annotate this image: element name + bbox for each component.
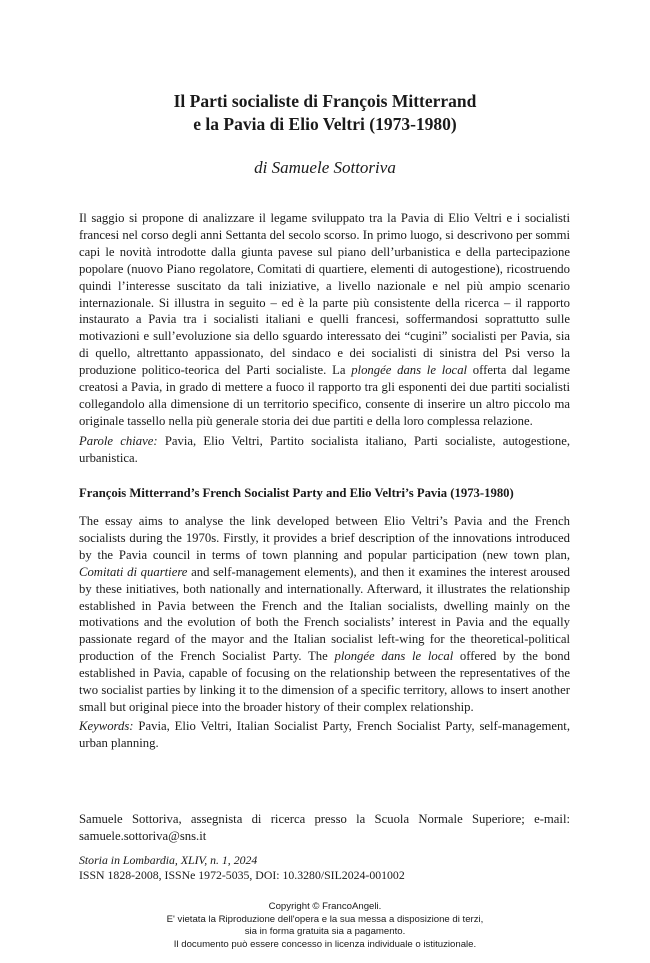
abstract-italian: [79, 210, 570, 430]
keywords-en-label: Keywords:: [79, 719, 134, 733]
journal-issn: ISSN 1828-2008, ISSNe 1972-5035, DOI: 10.3280/SIL2024-001002: [79, 868, 405, 882]
copyright-notice: [100, 901, 550, 951]
abstract-it-text-1: Il saggio si propone di analizzare il legame sviluppato tra la Pavia di Elio Veltri e i socialisti francesi nel corso degli anni Settanta del secolo scorso. In primo luogo, si descrivono per sommi capi le novità introdotte dalla giunta pavese sul piano dell’urbanistica e della partecipazione popolare (nuovo Piano regolatore, Comitati di quartiere, elementi di autogestione), ricostruendo quindi l’interesse suscitato da tali iniziative, a livello nazionale e nel più ampio scenario internazionale. Si illustra in seguito – ed è la parte più consistente della ricerca – il rapporto instaurato a Pavia tra i socialisti italiani e quelli francesi, soffermandosi soprattutto sulle motivazioni e sull’evoluzione sia dello sguardo interessato dei “cugini” socialisti per Pavia, sia di quello, altrettanto appassionato, del sindaco e dei socialisti di sinistra del Psi verso la produzione politico-teorica del Parti socialiste. La: [79, 211, 570, 378]
paper-title: [60, 90, 590, 136]
abstract-en-text-1: The essay aims to analyse the link developed between Elio Veltri’s Pavia and the French socialists during the 1970s. Firstly, it provides a brief description of the innovations introduced by the Pavia council in terms of town planning and popular participation (new town plan,: [79, 514, 570, 562]
keywords-english: [79, 718, 570, 752]
keywords-italian: [79, 433, 570, 467]
keywords-it-text: Pavia, Elio Veltri, Partito socialista italiano, Parti socialiste, autogestione, urbanistica.: [79, 434, 570, 465]
copyright-line-1: Copyright © FrancoAngeli.: [268, 901, 382, 912]
abstract-en-text-3: offered by the bond established in Pavia, capable of focusing on the relationship between the representatives of the two socialist parties by linking it to the dimension of a specific territory, allows to insert another small but original piece into the broader history of their complex relationship.: [79, 649, 570, 714]
english-title: François Mitterrand’s French Socialist Party and Elio Veltri’s Pavia (1973-1980): [79, 486, 514, 500]
keywords-en-text: Pavia, Elio Veltri, Italian Socialist Party, French Socialist Party, self-management, urban planning.: [79, 719, 570, 750]
copyright-line-2: E' vietata la Riproduzione dell'opera e la sua messa a disposizione di terzi,: [166, 913, 484, 925]
abstract-en-italic-1: Comitati di quartiere: [79, 564, 188, 579]
author-byline: di Samuele Sottoriva: [254, 158, 396, 177]
copyright-line-3: sia in forma gratuita sia a pagamento.: [244, 926, 406, 938]
copyright-line-4: Il documento può essere concesso in licenza individuale o istituzionale.: [173, 938, 477, 950]
abstract-english: [79, 513, 570, 716]
journal-citation: Storia in Lombardia, XLIV, n. 1, 2024: [79, 853, 258, 867]
abstract-en-italic-2: plongée dans le local: [334, 649, 454, 664]
title-line-1: Il Parti socialiste di François Mitterrand: [173, 91, 477, 111]
abstract-it-italic-1: plongée dans le local: [351, 363, 468, 378]
abstract-it-text-2: offerta dal legame creatosi a Pavia, in grado di mettere a fuoco il rapporto tra gli esponenti dei due partiti socialisti collegandolo alla dimensione di un territorio specifico, consente di inserire un altro piccolo ma originale tassello nella più generale storia dei due partiti e della loro complessa relazione.: [79, 363, 570, 428]
author-affiliation: Samuele Sottoriva, assegnista di ricerca presso la Scuola Normale Superiore; e-mail: samuele.sottoriva@sns.it: [79, 812, 570, 843]
keywords-it-label: Parole chiave:: [79, 434, 158, 448]
abstract-en-text-2: and self-management elements), and then it examines the interest aroused by these initiatives, both nationally and internationally. Afterward, it illustrates the relationship established in Pavia between the French and the Italian socialists, dwelling mainly on the motivations and the evolution of both the French socialists’ interest in Pavia and the equally passionate regard of the mayor and the Italian socialist left-wing for the theoretical-political production of the French Socialist Party. The: [79, 564, 571, 664]
journal-info: [79, 853, 570, 883]
title-line-2: e la Pavia di Elio Veltri (1973-1980): [193, 114, 457, 134]
